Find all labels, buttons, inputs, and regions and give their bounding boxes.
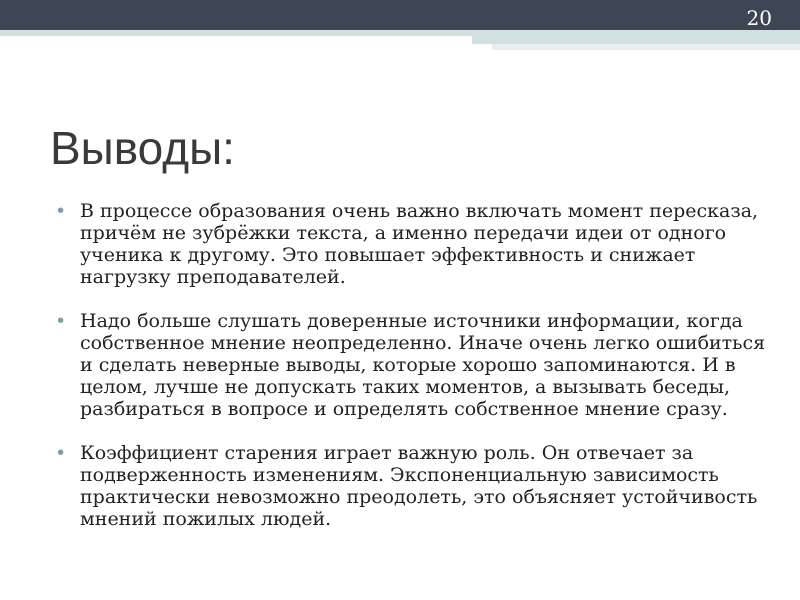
bullet-text: В процессе образования очень важно включать момент пересказа, причём не зубрёжки текста, а именно передачи идеи от одного ученика к другому. Это повышает эффективность и снижает нагрузку преподавателей. [80, 200, 759, 288]
accent-band-step [472, 36, 800, 44]
header-bar [0, 0, 800, 30]
bullet-item [55, 442, 775, 530]
bullet-text: Надо больше слушать доверенные источники информации, когда собственное мнение неопределенно. Иначе очень легко ошибиться и сделать неверные выводы, которые хорошо запоминаются. И в целом, лучше не допускать таких моментов, а вызывать беседы, разбираться в вопросе и определять собственное мнение сразу. [80, 310, 766, 420]
bullet-dot-icon: • [55, 442, 67, 464]
slide-title: Выводы: [50, 122, 235, 174]
bullet-item [55, 200, 775, 288]
bullet-dot-icon: • [55, 200, 67, 222]
slide-number: 20 [746, 6, 772, 30]
bullet-text: Коэффициент старения играет важную роль. Он отвечает за подверженность изменениям. Экспоненциальную зависимость практически невозможно преодолеть, это объясняет устойчивость мнений пожилых людей. [80, 442, 758, 530]
bullet-list [55, 200, 775, 552]
bullet-dot-icon: • [55, 310, 67, 332]
bullet-item [55, 310, 775, 420]
accent-band-step-light [492, 44, 800, 50]
